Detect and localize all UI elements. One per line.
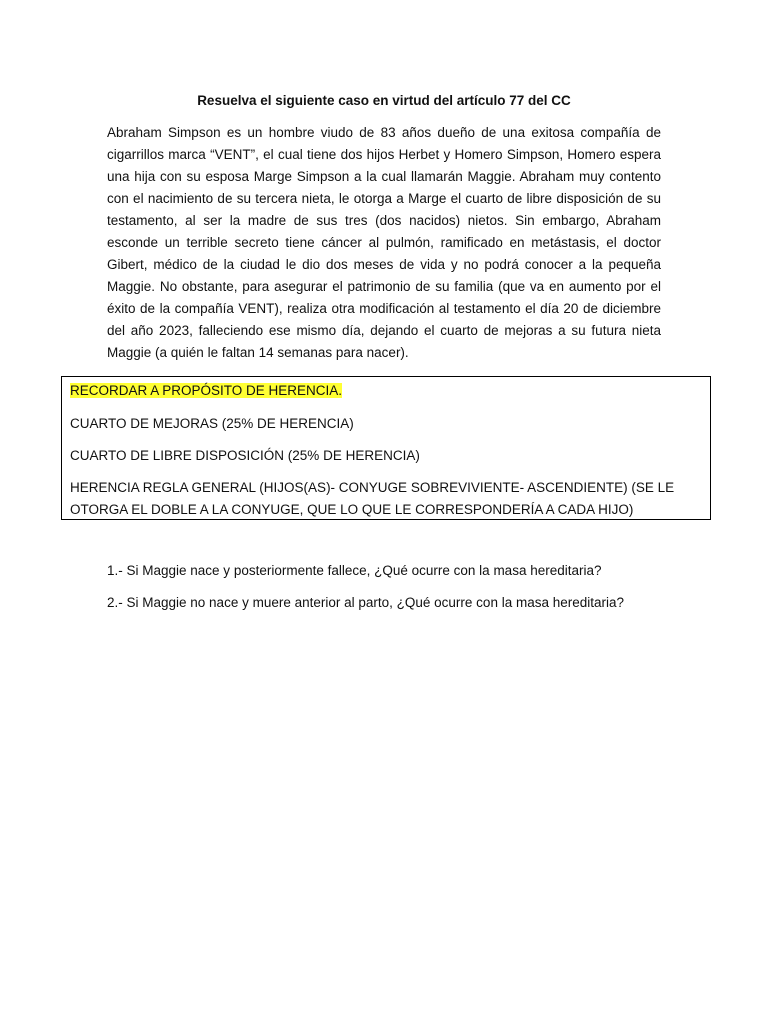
reminder-line-libre-disposicion: CUARTO DE LIBRE DISPOSICIÓN (25% DE HERENCIA) — [70, 448, 420, 463]
reminder-line-mejoras: CUARTO DE MEJORAS (25% DE HERENCIA) — [70, 416, 354, 431]
reminder-heading: RECORDAR A PROPÓSITO DE HERENCIA. — [70, 383, 343, 398]
document-title: Resuelva el siguiente caso en virtud del artículo 77 del CC — [197, 93, 571, 108]
question-1: 1.- Si Maggie nace y posteriormente fallece, ¿Qué ocurre con la masa hereditaria? — [107, 563, 602, 578]
questions-list — [107, 560, 707, 624]
reminder-box — [61, 376, 711, 520]
question-2: 2.- Si Maggie no nace y muere anterior al parto, ¿Qué ocurre con la masa hereditaria? — [107, 595, 625, 610]
case-paragraph: Abraham Simpson es un hombre viudo de 83 años dueño de una exitosa compañía de cigarrillos marca “VENT”, el cual tiene dos hijos Herbet y Homero Simpson, Homero espera una hija con su esposa Marge Simpson a la cual llamarán Maggie. Abraham muy contento con el nacimiento de su tercera nieta, le otorga a Marge el cuarto de libre disposición de su testamento, al ser la madre de sus tres (dos nacidos) nietos. Sin embargo, Abraham esconde un terrible secreto tiene cáncer al pulmón, ramificado en metástasis, el doctor Gibert, médico de la ciudad le dio dos meses de vida y no podrá conocer a la pequeña Maggie. No obstante, para asegurar el patrimonio de su familia (que va en aumento por el éxito de la compañía VENT), realiza otra modificación al testamento el día 20 de diciembre del año 2023, falleciendo ese mismo día, dejando el cuarto de mejoras a su futura nieta Maggie (a quién le faltan 14 semanas para nacer). — [107, 125, 661, 360]
reminder-line-regla-general: HERENCIA REGLA GENERAL (HIJOS(AS)- CONYUGE SOBREVIVIENTE- ASCENDIENTE) (SE LE OTORGA EL DOBLE A LA CONYUGE, QUE LO QUE LE CORRESPONDERÍA A CADA HIJO) — [70, 480, 675, 517]
